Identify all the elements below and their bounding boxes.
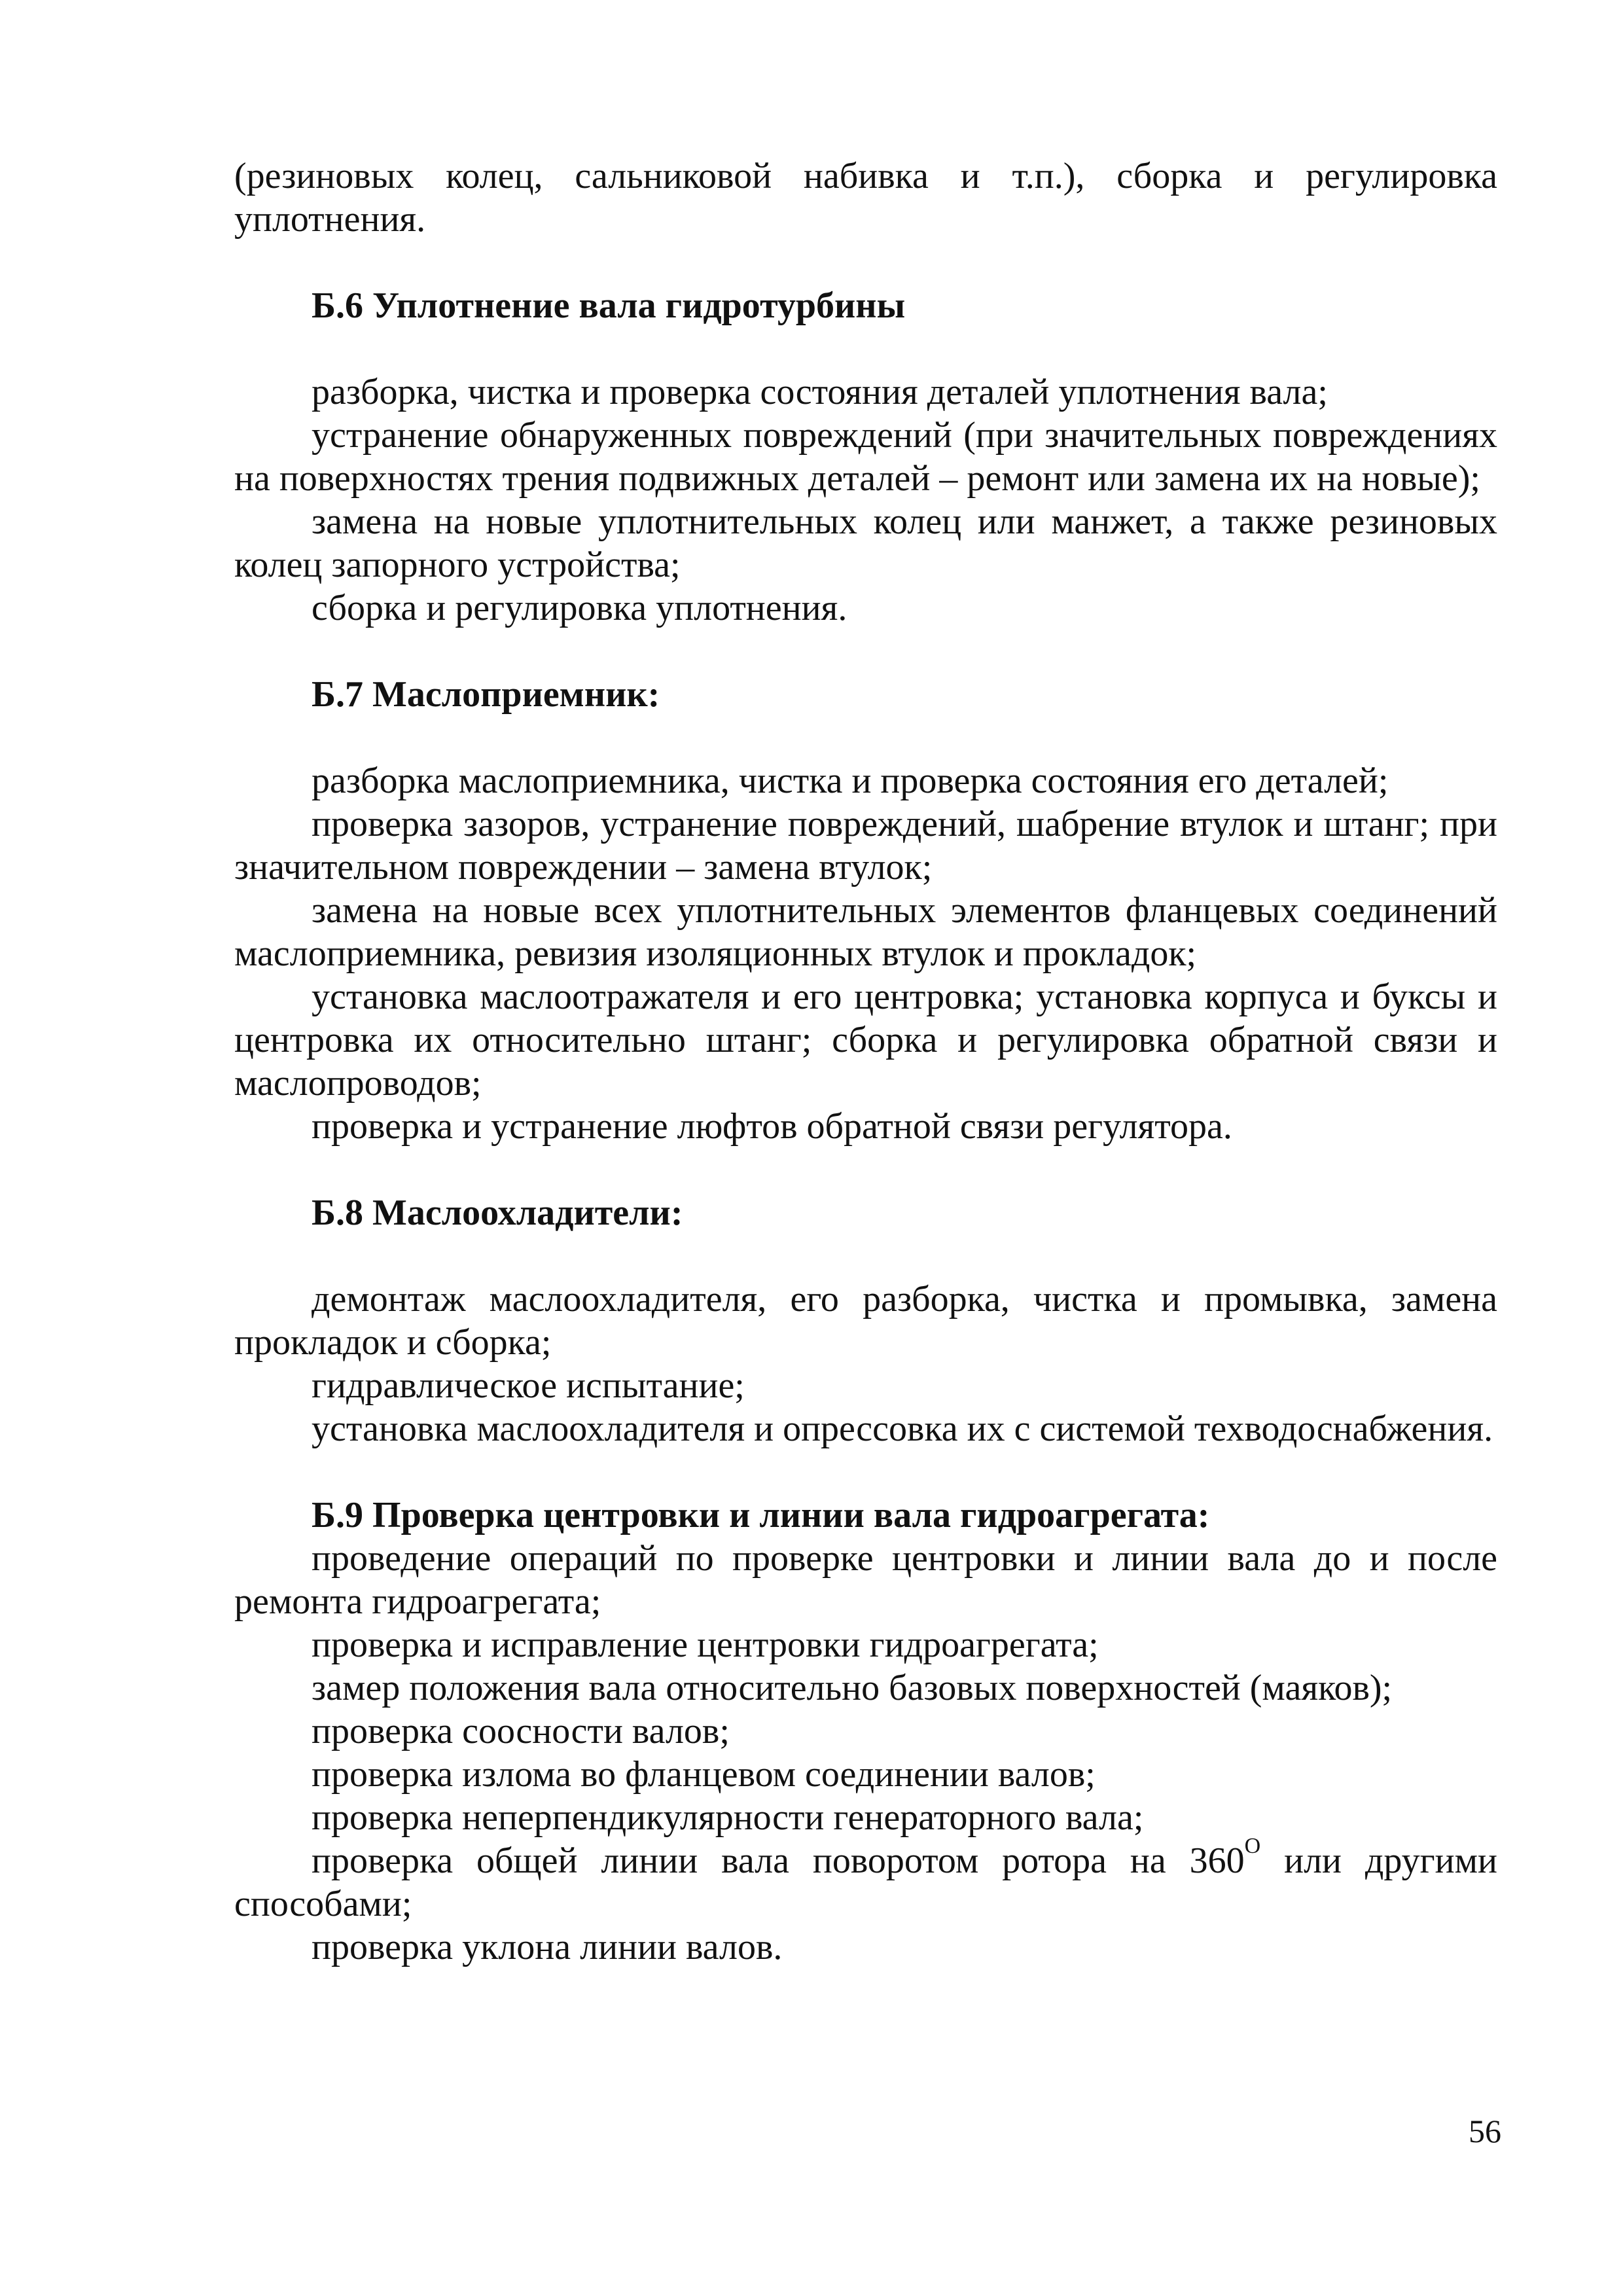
list-item: проверка неперпендикулярности генераторного вала; (312, 1797, 1144, 1838)
rotation-text-before: проверка общей линии вала поворотом ротора на 360 (312, 1840, 1245, 1881)
intro-paragraph: (резиновых колец, сальниковой набивка и т.п.), сборка и регулировка уплотнения. (234, 156, 1497, 240)
section-heading-b6: Б.6 Уплотнение вала гидротурбины (312, 285, 906, 326)
list-item: демонтаж маслоохладителя, его разборка, чистка и промывка, замена прокладок и сборка; (234, 1279, 1497, 1363)
list-item: замена на новые уплотнительных колец или манжет, а также резиновых колец запорного устройства; (234, 501, 1497, 585)
list-item-rotation (234, 1834, 1497, 1926)
list-item: установка маслоотражателя и его центровка; установка корпуса и буксы и центровка их относительно штанг; сборка и регулировка обратной связи и маслопроводов; (234, 977, 1497, 1103)
list-item: проверка и исправление центровки гидроагрегата; (312, 1624, 1099, 1665)
list-item: проверка зазоров, устранение повреждений, шабрение втулок и штанг; при значительном повреждении – замена втулок; (234, 804, 1497, 888)
document-page (234, 154, 1497, 1969)
list-item: проверка уклона линии валов. (312, 1927, 783, 1967)
section-heading-b9: Б.9 Проверка центровки и линии вала гидроагрегата: (312, 1495, 1210, 1535)
list-item: замер положения вала относительно базовых поверхностей (маяков); (312, 1668, 1393, 1708)
degree-superscript: О (1244, 1834, 1261, 1858)
list-item: устранение обнаруженных повреждений (при значительных повреждениях на поверхностях трения подвижных деталей – ремонт или замена их на новые); (234, 415, 1497, 499)
section-heading-b8: Б.8 Маслоохладители: (312, 1193, 683, 1233)
page-number: 56 (1469, 2113, 1501, 2149)
list-item: проведение операций по проверке центровки и линии вала до и после ремонта гидроагрегата; (234, 1538, 1497, 1622)
list-item: сборка и регулировка уплотнения. (312, 588, 847, 628)
list-item: проверка излома во фланцевом соединении валов; (312, 1754, 1096, 1795)
list-item: гидравлическое испытание; (312, 1365, 745, 1406)
list-item: замена на новые всех уплотнительных элементов фланцевых соединений маслоприемника, ревизия изоляционных втулок и прокладок; (234, 890, 1497, 974)
list-item: разборка, чистка и проверка состояния деталей уплотнения вала; (312, 372, 1328, 412)
list-item: проверка соосности валов; (312, 1711, 730, 1751)
list-item: разборка маслоприемника, чистка и проверка состояния его деталей; (312, 761, 1389, 801)
list-item: установка маслоохладителя и опрессовка их с системой техводоснабжения. (312, 1408, 1493, 1449)
list-item: проверка и устранение люфтов обратной связи регулятора. (312, 1106, 1232, 1147)
section-heading-b7: Б.7 Маслоприемник: (312, 674, 660, 715)
rotation-text-after: или другими способами; (234, 1840, 1497, 1924)
